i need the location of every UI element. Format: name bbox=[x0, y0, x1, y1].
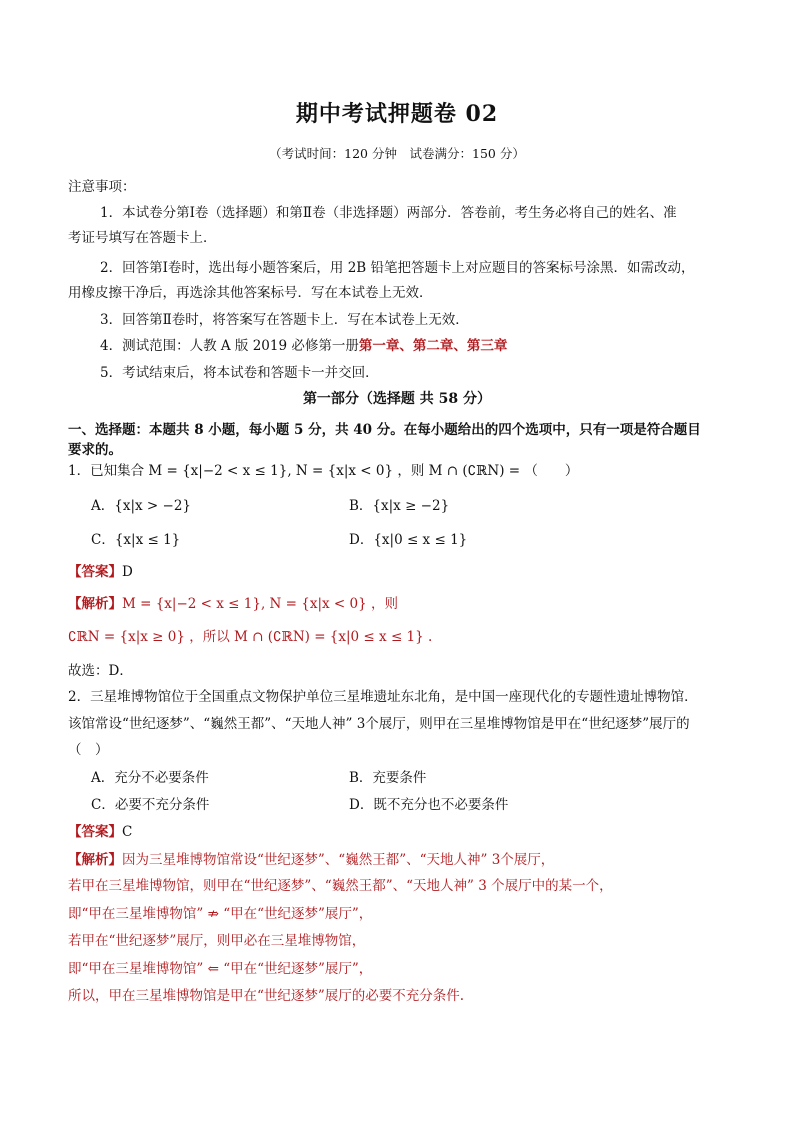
q2-option-d: D．既不充分也不必要条件 bbox=[349, 797, 509, 813]
q1-option-c: C．{x|x ≤ 1} bbox=[91, 532, 181, 548]
q1-option-a: A．{x|x > −2} bbox=[91, 498, 191, 514]
q1-analysis-line1: M = {x|−2 < x ≤ 1}, N = {x|x < 0} ，则 bbox=[122, 596, 398, 612]
exam-info: （考试时间：120 分钟 试卷满分：150 分） bbox=[269, 146, 525, 161]
answer-tag: 【答案】 bbox=[68, 564, 122, 580]
q1-analysis bbox=[68, 592, 398, 612]
q1-stem: 1．已知集合 M = {x|−2 < x ≤ 1}, N = {x|x < 0} ，则 M ∩ (∁ℝN) = （ ） bbox=[68, 463, 579, 479]
q2-stem-line1: 2．三星堆博物馆位于全国重点文物保护单位三星堆遗址东北角，是中国一座现代化的专题性遗址博物馆． bbox=[68, 689, 698, 705]
q1-option-b: B．{x|x ≥ −2} bbox=[349, 498, 450, 514]
part1-instruction-cont: 要求的。 bbox=[68, 442, 122, 458]
q2-stem-line3: （ ） bbox=[68, 742, 109, 758]
notice-item-4-text: 4．测试范围：人教 A 版 2019 必修第一册 bbox=[100, 338, 359, 354]
notice-item-1-cont: 考证号填写在答题卡上． bbox=[68, 230, 217, 246]
part1-instruction: 一、选择题：本题共 8 小题，每小题 5 分，共 40 分。在每小题给出的四个选项中，只有一项是符合题目 bbox=[68, 422, 701, 438]
page-title: 期中考试押题卷 02 bbox=[295, 101, 499, 127]
q2-option-c: C．必要不充分条件 bbox=[91, 797, 210, 813]
q2-option-b: B．充要条件 bbox=[349, 770, 427, 786]
q1-analysis-line2: ∁ℝN = {x|x ≥ 0} ，所以 M ∩ (∁ℝN) = {x|0 ≤ x ≤ 1} . bbox=[68, 629, 433, 645]
part1-heading: 第一部分（选择题 共 58 分） bbox=[302, 391, 492, 407]
notice-heading: 注意事项： bbox=[68, 179, 136, 195]
q1-answer bbox=[68, 560, 133, 580]
q2-analysis-line2: 若甲在三星堆博物馆，则甲在“世纪逐梦”、“巍然王都”、“天地人神” 3 个展厅中的某一个， bbox=[68, 878, 613, 894]
q2-answer bbox=[68, 820, 132, 840]
q2-stem-line2: 该馆常设“世纪逐梦”、“巍然王都”、“天地人神” 3个展厅，则甲在三星堆博物馆是甲在“世纪逐梦”展厅的 bbox=[68, 716, 690, 732]
q2-analysis-line1: 因为三星堆博物馆常设“世纪逐梦”、“巍然王都”、“天地人神” 3个展厅， bbox=[122, 852, 555, 868]
q2-analysis-line4: 若甲在“世纪逐梦”展厅，则甲必在三星堆博物馆， bbox=[68, 933, 366, 949]
notice-item-5: 5．考试结束后，将本试卷和答题卡一并交回． bbox=[100, 365, 379, 381]
notice-item-4 bbox=[100, 334, 507, 354]
notice-item-1: 1．本试卷分第Ⅰ卷（选择题）和第Ⅱ卷（非选择题）两部分．答卷前，考生务必将自己的姓名、准 bbox=[100, 205, 677, 221]
q2-answer-value: C bbox=[122, 824, 133, 840]
analysis-tag: 【解析】 bbox=[68, 852, 122, 868]
notice-item-2: 2．回答第Ⅰ卷时，选出每小题答案后，用 2B 铅笔把答题卡上对应题目的答案标号涂黑．如需改动， bbox=[100, 260, 695, 276]
analysis-tag: 【解析】 bbox=[68, 596, 122, 612]
q2-analysis-line5: 即“甲在三星堆博物馆” ⇐ “甲在“世纪逐梦”展厅”， bbox=[68, 961, 373, 977]
q2-analysis-line3: 即“甲在三星堆博物馆” ⇏ “甲在“世纪逐梦”展厅”， bbox=[68, 906, 373, 922]
answer-tag: 【答案】 bbox=[68, 824, 122, 840]
q2-option-a: A．充分不必要条件 bbox=[91, 770, 209, 786]
notice-item-2-cont: 用橡皮擦干净后，再选涂其他答案标号．写在本试卷上无效． bbox=[68, 285, 433, 301]
q2-analysis-line6: 所以，甲在三星堆博物馆是甲在“世纪逐梦”展厅的必要不充分条件. bbox=[68, 988, 465, 1004]
scope-highlight: 第一章、第二章、第三章 bbox=[358, 338, 508, 354]
q2-analysis bbox=[68, 848, 554, 868]
q1-option-d: D．{x|0 ≤ x ≤ 1} bbox=[349, 532, 468, 548]
q1-conclusion: 故选：D． bbox=[68, 663, 133, 679]
notice-item-3: 3．回答第Ⅱ卷时，将答案写在答题卡上．写在本试卷上无效． bbox=[100, 312, 469, 328]
q1-answer-value: D bbox=[122, 564, 133, 580]
